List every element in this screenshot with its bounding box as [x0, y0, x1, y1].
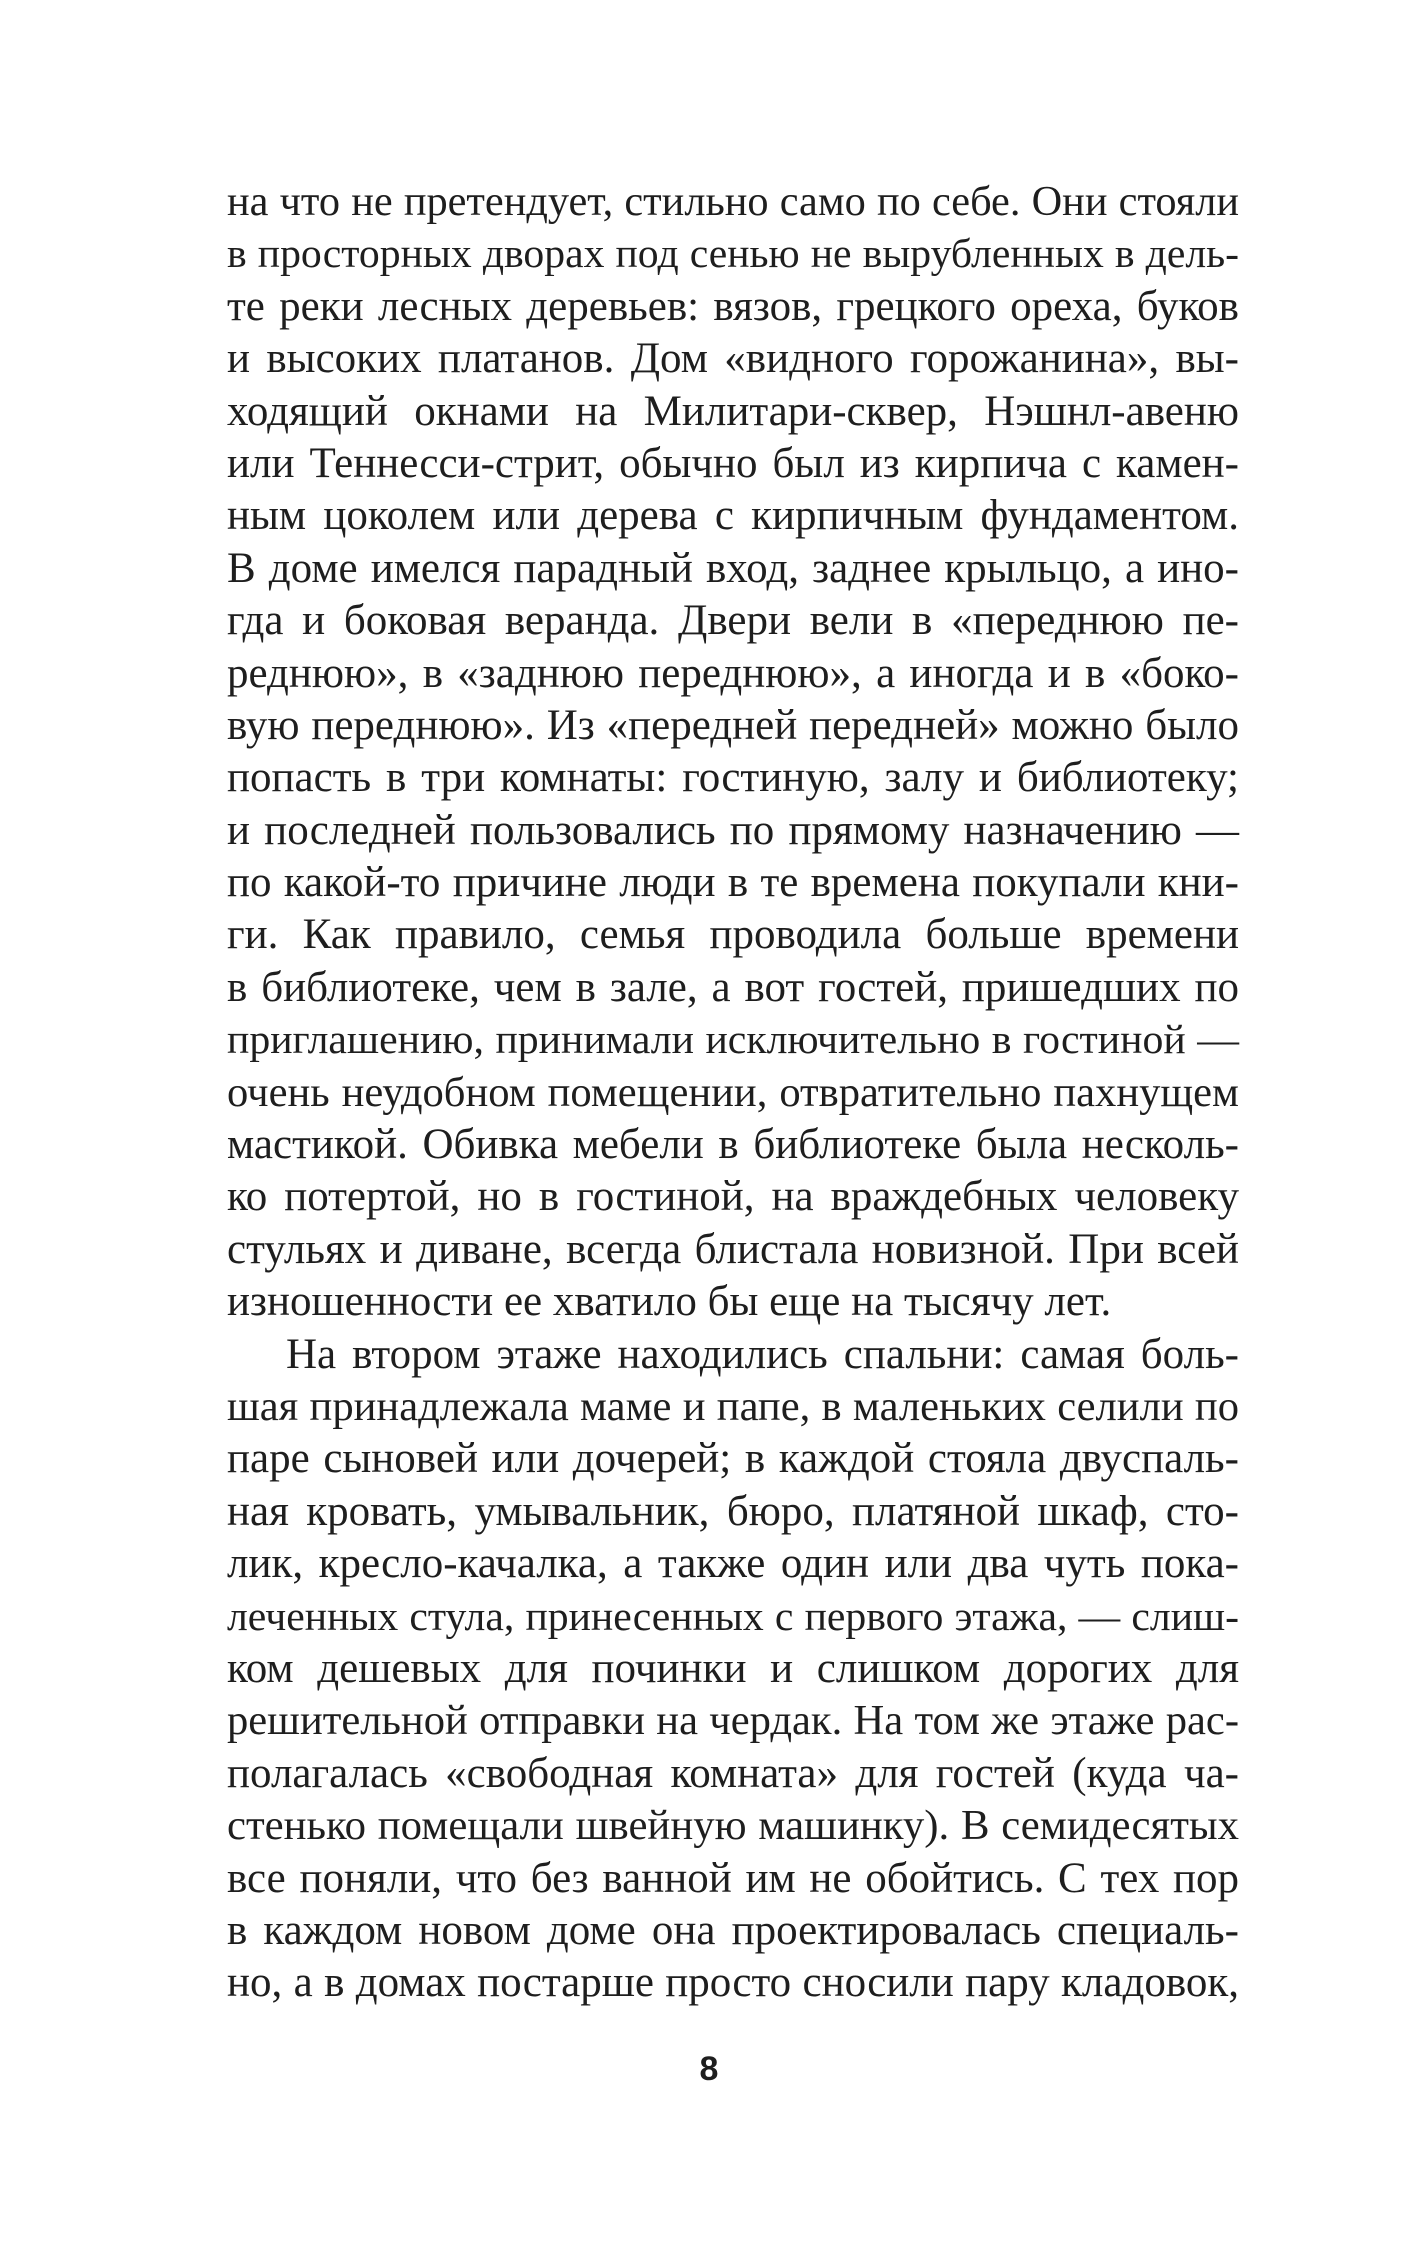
- text-line: попасть в три комнаты: гостиную, залу и библиотеку;: [227, 754, 1239, 802]
- text-line: стенько помещали швейную машинку). В семидесятых: [227, 1802, 1239, 1850]
- paragraph-first-line: На втором этаже находились спальни: самая боль-: [286, 1330, 1239, 1378]
- text-line: но, а в домах постарше просто сносили пару кладовок,: [227, 1959, 1239, 2007]
- text-line: и последней пользовались по прямому назначению —: [227, 806, 1239, 854]
- text-line: приглашению, принимали исключительно в гостиной —: [227, 1017, 1239, 1064]
- text-line: ным цоколем или дерева с кирпичным фундаментом.: [227, 492, 1239, 540]
- page-number: 8: [699, 2050, 719, 2088]
- text-line: изношенности ее хватило бы еще на тысячу лет.: [227, 1278, 1112, 1326]
- text-line: или Теннесси-стрит, обычно был из кирпича с камен-: [227, 439, 1239, 487]
- text-line: все поняли, что без ванной им не обойтись. С тех пор: [227, 1854, 1239, 1902]
- text-line: ком дешевых для починки и слишком дорогих для: [227, 1644, 1239, 1692]
- text-line: на что не претендует, стильно само по себе. Они стояли: [227, 178, 1239, 225]
- text-line: решительной отправки на чердак. На том же этаже рас-: [227, 1697, 1239, 1745]
- text-line: в просторных дворах под сенью не вырубленных в дель-: [227, 231, 1239, 278]
- text-line: ко потертой, но в гостиной, на враждебных человеку: [227, 1173, 1239, 1221]
- text-line: гда и боковая веранда. Двери вели в «переднюю пе-: [227, 597, 1239, 645]
- text-line: очень неудобном помещении, отвратительно пахнущем: [227, 1068, 1239, 1116]
- text-line: реднюю», в «заднюю переднюю», а иногда и в «боко-: [227, 649, 1239, 697]
- text-line: мастикой. Обивка мебели в библиотеке была несколь-: [227, 1121, 1239, 1169]
- text-line: шая принадлежала маме и папе, в маленьких селили по: [227, 1382, 1239, 1430]
- text-line: ги. Как правило, семья проводила больше времени: [227, 911, 1239, 959]
- text-line: паре сыновей или дочерей; в каждой стояла двуспаль-: [227, 1435, 1239, 1483]
- text-line: полагалась «свободная комната» для гостей (куда ча-: [227, 1749, 1239, 1797]
- text-line: ная кровать, умывальник, бюро, платяной шкаф, сто-: [227, 1487, 1239, 1535]
- text-line: в библиотеке, чем в зале, а вот гостей, пришедших по: [227, 963, 1239, 1011]
- text-line: вую переднюю». Из «передней передней» можно было: [227, 701, 1239, 749]
- text-line: те реки лесных деревьев: вязов, грецкого ореха, буков: [227, 282, 1239, 330]
- text-line: в каждом новом доме она проектировалась специаль-: [227, 1906, 1239, 1954]
- text-line: и высоких платанов. Дом «видного горожанина», вы-: [227, 335, 1239, 383]
- text-line: ходящий окнами на Милитари-сквер, Нэшнл-авеню: [227, 387, 1239, 435]
- text-line: лик, кресло-качалка, а также один или два чуть пока-: [227, 1540, 1239, 1588]
- text-line: В доме имелся парадный вход, заднее крыльцо, а ино-: [227, 544, 1239, 592]
- text-line: по какой-то причине люди в те времена покупали кни-: [227, 859, 1239, 907]
- text-line: леченных стула, принесенных с первого этажа, — слиш-: [227, 1593, 1239, 1640]
- body-text: [227, 176, 1239, 2010]
- text-line: стульях и диване, всегда блистала новизной. При всей: [227, 1225, 1239, 1273]
